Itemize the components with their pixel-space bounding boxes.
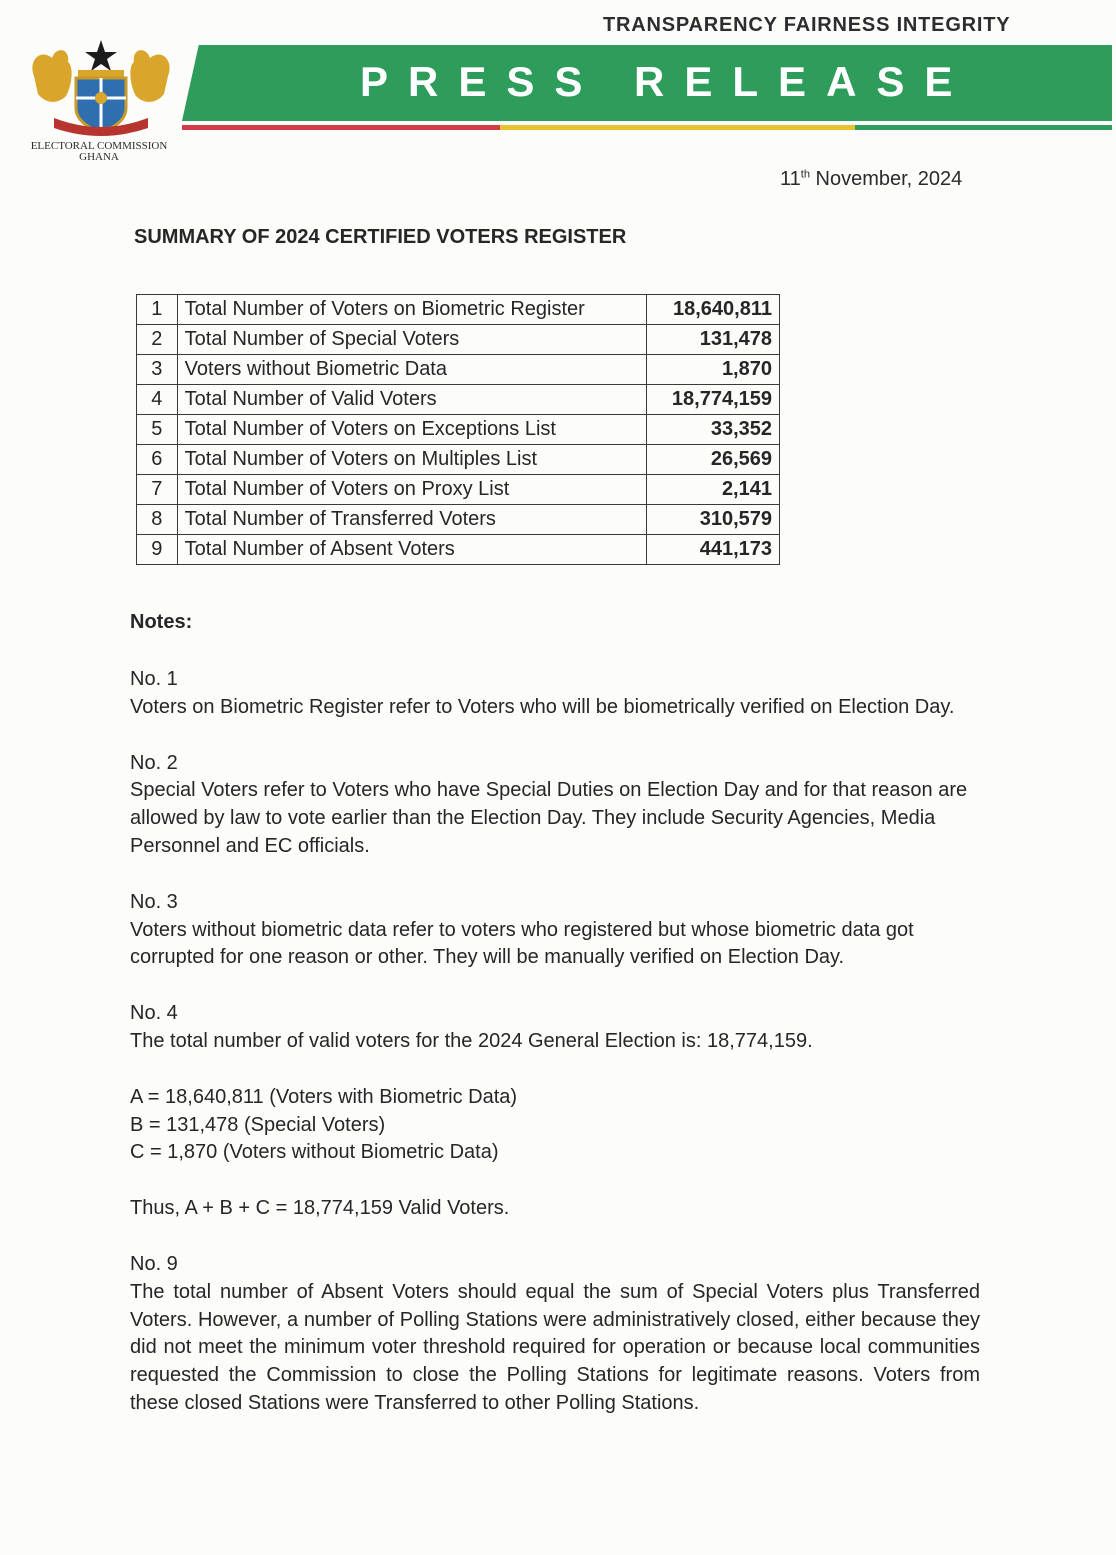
row-label: Total Number of Transferred Voters — [177, 505, 647, 535]
note-heading: No. 4 — [130, 1002, 178, 1025]
row-label: Total Number of Voters on Exceptions List — [177, 415, 647, 445]
table-row — [137, 415, 780, 445]
row-value: 2,141 — [647, 475, 780, 505]
table-row — [137, 505, 780, 535]
note-text: The total number of Absent Voters should equal the sum of Special Voters plus Transferred Voters. However, a number of Polling Stations were administratively closed, either because they did not meet the minimum voter threshold required for operation or because local communities requested the Commission to close the Polling Stations for legitimate reasons. Voters from these closed Stations were Transferred to other Polling Stations. — [130, 1280, 980, 1414]
row-label: Total Number of Voters on Biometric Register — [177, 295, 647, 325]
notes-section — [130, 666, 980, 1446]
organization-name-line1: ELECTORAL COMMISSION — [30, 140, 168, 152]
row-value: 33,352 — [647, 415, 780, 445]
row-label: Total Number of Voters on Proxy List — [177, 475, 647, 505]
note-heading: No. 1 — [130, 668, 178, 690]
note-heading: No. 9 — [130, 1252, 178, 1275]
row-value: 26,569 — [647, 445, 780, 475]
note-text: Voters on Biometric Register refer to Voters who will be biometrically verified on Election Day. — [130, 695, 955, 718]
row-value: 1,870 — [647, 355, 780, 385]
note-heading: No. 3 — [130, 890, 178, 913]
row-label: Total Number of Special Voters — [177, 325, 647, 355]
formula-a: A = 18,640,811 (Voters with Biometric Data) — [130, 1085, 518, 1108]
table-row — [137, 325, 780, 355]
note-text: Special Voters refer to Voters who have Special Duties on Election Day and for that reason are allowed by law to vote earlier than the Election Day. They include Security Agencies, Media Personnel and EC officials. — [130, 779, 968, 857]
note-text: Voters without biometric data refer to voters who registered but whose biometric data got corrupted for one reason or other. They will be manually verified on Election Day. — [130, 918, 914, 969]
coat-of-arms-icon — [26, 36, 176, 136]
note-9 — [130, 1251, 980, 1418]
date-suffix: th — [800, 168, 810, 181]
summary-title: SUMMARY OF 2024 CERTIFIED VOTERS REGISTER — [134, 226, 627, 248]
formula-c: C = 1,870 (Voters without Biometric Data) — [130, 1141, 499, 1164]
row-value: 310,579 — [647, 505, 780, 535]
note-2 — [130, 750, 980, 861]
row-number: 7 — [137, 475, 178, 505]
row-number: 2 — [137, 325, 178, 355]
row-label: Total Number of Voters on Multiples List — [177, 445, 647, 475]
row-value: 131,478 — [647, 325, 780, 355]
table-row — [137, 445, 780, 475]
tagline: TRANSPARENCY FAIRNESS INTEGRITY — [603, 14, 1011, 36]
row-value: 18,640,811 — [647, 295, 780, 325]
banner-title: PRESS RELEASE — [360, 58, 973, 105]
table-row — [137, 475, 780, 505]
notes-title: Notes: — [130, 611, 193, 633]
table-row — [137, 295, 780, 325]
row-number: 3 — [137, 355, 178, 385]
row-value: 18,774,159 — [647, 385, 780, 415]
table-row — [137, 385, 780, 415]
organization-name — [18, 141, 180, 163]
row-label: Total Number of Valid Voters — [177, 385, 647, 415]
row-label: Total Number of Absent Voters — [177, 535, 647, 565]
red-stripe — [182, 125, 500, 130]
release-date — [780, 168, 962, 191]
green-stripe — [855, 125, 1112, 130]
row-number: 1 — [137, 295, 178, 325]
organization-name-line2: GHANA — [79, 151, 119, 163]
note-4 — [130, 1000, 980, 1223]
note-1 — [130, 666, 980, 722]
yellow-stripe — [500, 125, 855, 130]
date-rest: November, 2024 — [809, 168, 963, 190]
table-row — [137, 535, 780, 565]
formula-total: Thus, A + B + C = 18,774,159 Valid Voters. — [130, 1197, 510, 1220]
formula-b: B = 131,478 (Special Voters) — [130, 1113, 386, 1136]
row-number: 6 — [137, 445, 178, 475]
table-row — [137, 355, 780, 385]
row-number: 8 — [137, 505, 178, 535]
row-label: Voters without Biometric Data — [177, 355, 647, 385]
note-3 — [130, 889, 980, 972]
date-day: 11 — [780, 168, 801, 190]
row-number: 5 — [137, 415, 178, 445]
row-value: 441,173 — [647, 535, 780, 565]
note-text: The total number of valid voters for the 2024 General Election is: 18,774,159. — [130, 1029, 813, 1052]
row-number: 4 — [137, 385, 178, 415]
note-heading: No. 2 — [130, 751, 178, 774]
row-number: 9 — [137, 535, 178, 565]
voters-register-table — [136, 294, 780, 565]
